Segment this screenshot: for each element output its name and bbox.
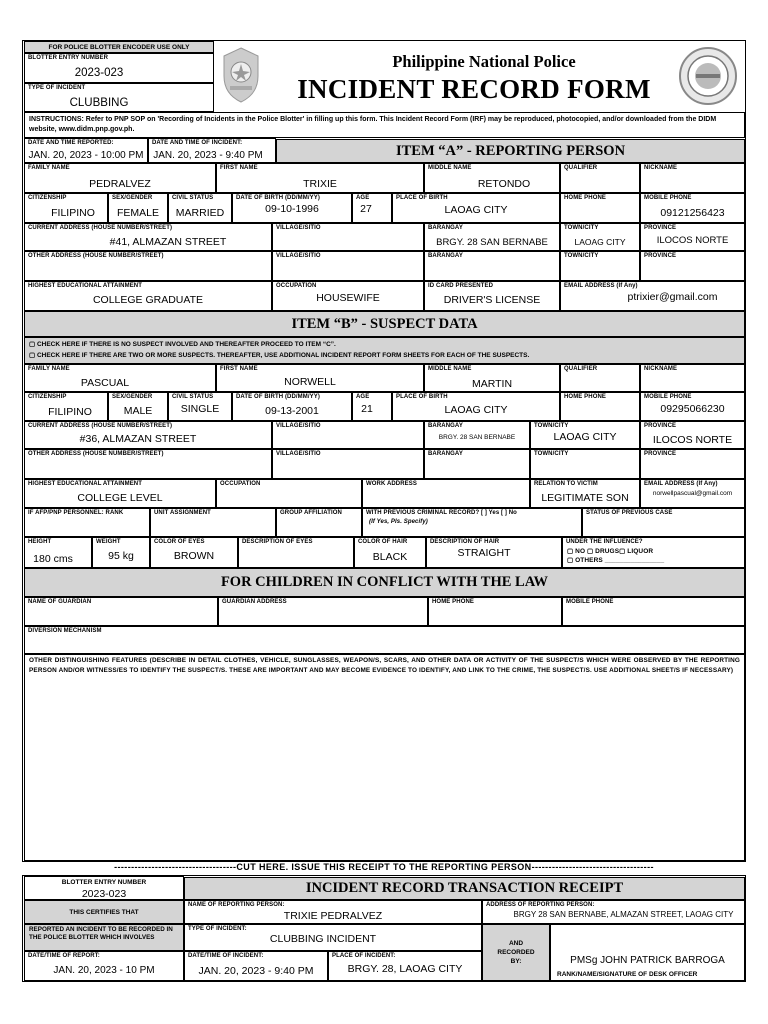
b-dob-cell[interactable]: DATE OF BIRTH (DD/MM/YY) 09-13-2001 [232, 392, 352, 421]
incident-type-cell[interactable]: TYPE OF INCIDENT CLUBBING [24, 83, 214, 112]
a-nickname-cell[interactable]: NICKNAME [640, 163, 745, 193]
b-hair-color-cell[interactable]: COLOR OF HAIR BLACK [354, 537, 426, 568]
distinguishing-features-box[interactable]: OTHER DISTINGUISHING FEATURES (DESCRIBE IN DETAIL CLOTHES, VEHICLE, SUNGLASSES, WEAPON/S, SCARS, AND OTHER DATA OR ACTIVITY OF THE SUSPECT/S WHICH WERE OBSERVED BY THE REPORTING PERSON AND/OR WITNESS/ES TO IDENTIFY THE SUSPECT/S. THESE ARE IMPORTANT AND MAY BECOME EVIDENCE TO IDENTIFY, AND LINK TO THE CRIME, THE SUSPECT/S. USE ADDITIONAL SHEET/S IF NECESSARY) [24, 654, 745, 861]
a-occupation-cell[interactable]: OCCUPATION HOUSEWIFE [272, 281, 424, 311]
guardian-address-cell[interactable]: GUARDIAN ADDRESS [218, 597, 428, 626]
b-civil-status-cell[interactable]: CIVIL STATUS SINGLE [168, 392, 232, 421]
blotter-entry-cell[interactable]: BLOTTER ENTRY NUMBER 2023-023 [24, 53, 214, 83]
suspect-check-options[interactable] [24, 337, 745, 364]
desk-officer-name: PMSg JOHN PATRICK BARROGA [570, 955, 725, 966]
check-no-suspect[interactable]: ▢ CHECK HERE IF THERE IS NO SUSPECT INVOLVED AND THEREAFTER PROCEED TO ITEM “C”. [29, 341, 336, 348]
b-first-name-cell[interactable]: FIRST NAME NORWELL [216, 364, 424, 392]
guardian-name-cell[interactable]: NAME OF GUARDIAN [24, 597, 218, 626]
b-province-cell[interactable]: PROVINCE ILOCOS NORTE [640, 421, 745, 449]
a-family-name-cell[interactable]: FAMILY NAME PEDRALVEZ [24, 163, 216, 193]
b-home-phone-cell[interactable]: HOME PHONE [560, 392, 640, 421]
a-other-address-cell[interactable]: OTHER ADDRESS (HOUSE NUMBER/STREET) [24, 251, 272, 281]
b-middle-name-cell[interactable]: MIDDLE NAME MARTIN [424, 364, 560, 392]
b-occupation-cell[interactable]: OCCUPATION [216, 479, 362, 508]
a-email-cell[interactable]: EMAIL ADDRESS (If Any) ptrixier@gmail.com [560, 281, 745, 311]
a-other-province-cell[interactable]: PROVINCE [640, 251, 745, 281]
a-civil-status-cell[interactable]: CIVIL STATUS MARRIED [168, 193, 232, 223]
a-dob-cell[interactable]: DATE OF BIRTH (DD/MM/YY) 09-10-1996 [232, 193, 352, 223]
b-other-town-cell[interactable]: TOWN/CITY [530, 449, 640, 479]
receipt-incident-type-cell[interactable]: TYPE OF INCIDENT: CLUBBING INCIDENT [184, 924, 482, 951]
b-town-cell[interactable]: TOWN/CITY LAOAG CITY [530, 421, 640, 449]
cut-line: ------------------------------------CUT HERE. ISSUE THIS RECEIPT TO THE REPORTING PERSON------------------------------------ [114, 862, 654, 872]
b-influence-cell[interactable]: UNDER THE INFLUENCE? ▢ NO ▢ DRUGS▢ LIQUOR ▢ OTHERS ________________ [562, 537, 745, 568]
desk-officer-cell[interactable]: PMSg JOHN PATRICK BARROGA RANK/NAME/SIGNATURE OF DESK OFFICER [550, 924, 745, 981]
encoder-note: FOR POLICE BLOTTER ENCODER USE ONLY [24, 41, 214, 53]
a-sex-cell[interactable]: SEX/GENDER FEMALE [108, 193, 168, 223]
recorded-by-label: AND RECORDED BY: [482, 924, 550, 981]
instructions: INSTRUCTIONS: Refer to PNP SOP on 'Recording of Incidents in the Police Blotter' in filling up this form. This Incident Record Form (IRF) may be reproduced, photocopied, and/or downloaded from the DIDM website, www.didm.pnp.gov.ph. [24, 112, 745, 138]
pnp-badge-icon [220, 46, 262, 104]
b-pob-cell[interactable]: PLACE OF BIRTH LAOAG CITY [392, 392, 560, 421]
b-education-cell[interactable]: HIGHEST EDUCATIONAL ATTAINMENT COLLEGE LEVEL [24, 479, 216, 508]
b-hair-description-cell[interactable]: DESCRIPTION OF HAIR STRAIGHT [426, 537, 562, 568]
b-case-status-cell[interactable]: STATUS OF PREVIOUS CASE [582, 508, 745, 537]
item-b-title: ITEM “B” - SUSPECT DATA [24, 311, 745, 337]
b-other-address-cell[interactable]: OTHER ADDRESS (HOUSE NUMBER/STREET) [24, 449, 272, 479]
reporting-person-address-cell[interactable]: ADDRESS OF REPORTING PERSON: BRGY 28 SAN BERNABE, ALMAZAN STREET, LAOAG CITY [482, 900, 745, 924]
date-reported: JAN. 20, 2023 - 10:00 PM [28, 150, 144, 161]
b-rank-cell[interactable]: IF AFP/PNP PERSONNEL: RANK [24, 508, 150, 537]
agency-name: Philippine National Police [392, 52, 576, 71]
certifies-label: THIS CERTIFIES THAT [24, 900, 184, 924]
date-of-report-cell[interactable]: DATE/TIME OF REPORT: JAN. 20, 2023 - 10 PM [24, 951, 184, 981]
b-weight-cell[interactable]: WEIGHT 95 kg [92, 537, 150, 568]
a-current-address-cell[interactable]: CURRENT ADDRESS (HOUSE NUMBER/STREET) #41, ALMAZAN STREET [24, 223, 272, 251]
a-other-town-cell[interactable]: TOWN/CITY [560, 251, 640, 281]
b-other-barangay-cell[interactable]: BARANGAY [424, 449, 530, 479]
receipt-title: INCIDENT RECORD TRANSACTION RECEIPT [184, 877, 745, 900]
blotter-number: 2023-023 [74, 67, 124, 79]
form-title: INCIDENT RECORD FORM [297, 74, 651, 104]
a-province-cell[interactable]: PROVINCE ILOCOS NORTE [640, 223, 745, 251]
b-height-cell[interactable]: HEIGHT 180 cms [24, 537, 92, 568]
b-qualifier-cell[interactable]: QUALIFIER [560, 364, 640, 392]
b-village-cell[interactable]: VILLAGE/SITIO [272, 421, 424, 449]
receipt-blotter-cell[interactable]: BLOTTER ENTRY NUMBER 2023-023 [24, 876, 184, 900]
a-education-cell[interactable]: HIGHEST EDUCATIONAL ATTAINMENT COLLEGE GRADUATE [24, 281, 272, 311]
guardian-mobile-cell[interactable]: MOBILE PHONE [562, 597, 745, 626]
b-group-cell[interactable]: GROUP AFFILIATION [276, 508, 362, 537]
pnp-seal-icon [678, 46, 738, 106]
date-of-incident-cell[interactable]: DATE/TIME OF INCIDENT: JAN. 20, 2023 - 9:40 PM [184, 951, 328, 981]
a-qualifier-cell[interactable]: QUALIFIER [560, 163, 640, 193]
b-criminal-record-cell[interactable]: WITH PREVIOUS CRIMINAL RECORD? [ ] Yes [ ] No (If Yes, Pls. Specify) [362, 508, 582, 537]
diversion-mechanism-cell[interactable]: DIVERSION MECHANISM [24, 626, 745, 654]
a-id-cell[interactable]: ID CARD PRESENTED DRIVER'S LICENSE [424, 281, 560, 311]
date-incident-cell[interactable]: DATE AND TIME OF INCIDENT: JAN. 20, 2023 - 9:40 PM [148, 138, 276, 163]
b-relation-cell[interactable]: RELATION TO VICTIM LEGITIMATE SON [530, 479, 640, 508]
place-of-incident-cell[interactable]: PLACE OF INCIDENT: BRGY. 28, LAOAG CITY [328, 951, 482, 981]
a-first-name-cell[interactable]: FIRST NAME TRIXIE [216, 163, 424, 193]
a-mobile-cell[interactable]: MOBILE PHONE 09121256423 [640, 193, 745, 223]
a-barangay-cell[interactable]: BARANGAY BRGY. 28 SAN BERNABE [424, 223, 560, 251]
check-multiple-suspects[interactable]: ▢ CHECK HERE IF THERE ARE TWO OR MORE SUSPECTS. THEREAFTER, USE ADDITIONAL INCIDENT REPORT FORM SHEETS FOR EACH OF THE SUSPECTS. [29, 352, 530, 359]
date-incident: JAN. 20, 2023 - 9:40 PM [153, 150, 263, 161]
b-work-address-cell[interactable]: WORK ADDRESS [362, 479, 530, 508]
a-other-barangay-cell[interactable]: BARANGAY [424, 251, 560, 281]
a-village-cell[interactable]: VILLAGE/SITIO [272, 223, 424, 251]
reported-incident-text: REPORTED AN INCIDENT TO BE RECORDED IN THE POLICE BLOTTER WHICH INVOLVES [24, 924, 184, 951]
b-barangay-cell[interactable]: BARANGAY BRGY. 28 SAN BERNABE [424, 421, 530, 449]
reporting-person-name-cell[interactable]: NAME OF REPORTING PERSON: TRIXIE PEDRALVEZ [184, 900, 482, 924]
a-home-phone-cell[interactable]: HOME PHONE [560, 193, 640, 223]
a-town-cell[interactable]: TOWN/CITY LAOAG CITY [560, 223, 640, 251]
b-unit-cell[interactable]: UNIT ASSIGNMENT [150, 508, 276, 537]
b-other-village-cell[interactable]: VILLAGE/SITIO [272, 449, 424, 479]
b-other-province-cell[interactable]: PROVINCE [640, 449, 745, 479]
b-citizenship-cell[interactable]: CITIZENSHIP FILIPINO [24, 392, 108, 421]
a-other-village-cell[interactable]: VILLAGE/SITIO [272, 251, 424, 281]
b-nickname-cell[interactable]: NICKNAME [640, 364, 745, 392]
b-sex-cell[interactable]: SEX/GENDER MALE [108, 392, 168, 421]
children-title: FOR CHILDREN IN CONFLICT WITH THE LAW [24, 568, 745, 597]
item-a-title: ITEM “A” - REPORTING PERSON [276, 139, 745, 163]
b-family-name-cell[interactable]: FAMILY NAME PASCUAL [24, 364, 216, 392]
guardian-home-phone-cell[interactable]: HOME PHONE [428, 597, 562, 626]
b-eye-description-cell[interactable]: DESCRIPTION OF EYES [238, 537, 354, 568]
b-age-cell[interactable]: AGE 21 [352, 392, 392, 421]
a-citizenship-cell[interactable]: CITIZENSHIP FILIPINO [24, 193, 108, 223]
a-age-cell[interactable]: AGE 27 [352, 193, 392, 223]
date-reported-cell[interactable]: DATE AND TIME REPORTED: JAN. 20, 2023 - 10:00 PM [24, 138, 148, 163]
incident-type: CLUBBING [69, 97, 129, 109]
a-pob-cell[interactable]: PLACE OF BIRTH LAOAG CITY [392, 193, 560, 223]
a-middle-name-cell[interactable]: MIDDLE NAME RETONDO [424, 163, 560, 193]
b-email-cell[interactable]: EMAIL ADDRESS (If Any) norwellpascual@gmail.com [640, 479, 745, 508]
b-current-address-cell[interactable]: CURRENT ADDRESS (HOUSE NUMBER/STREET) #36, ALMAZAN STREET [24, 421, 272, 449]
b-mobile-cell[interactable]: MOBILE PHONE 09295066230 [640, 392, 745, 421]
b-eye-color-cell[interactable]: COLOR OF EYES BROWN [150, 537, 238, 568]
